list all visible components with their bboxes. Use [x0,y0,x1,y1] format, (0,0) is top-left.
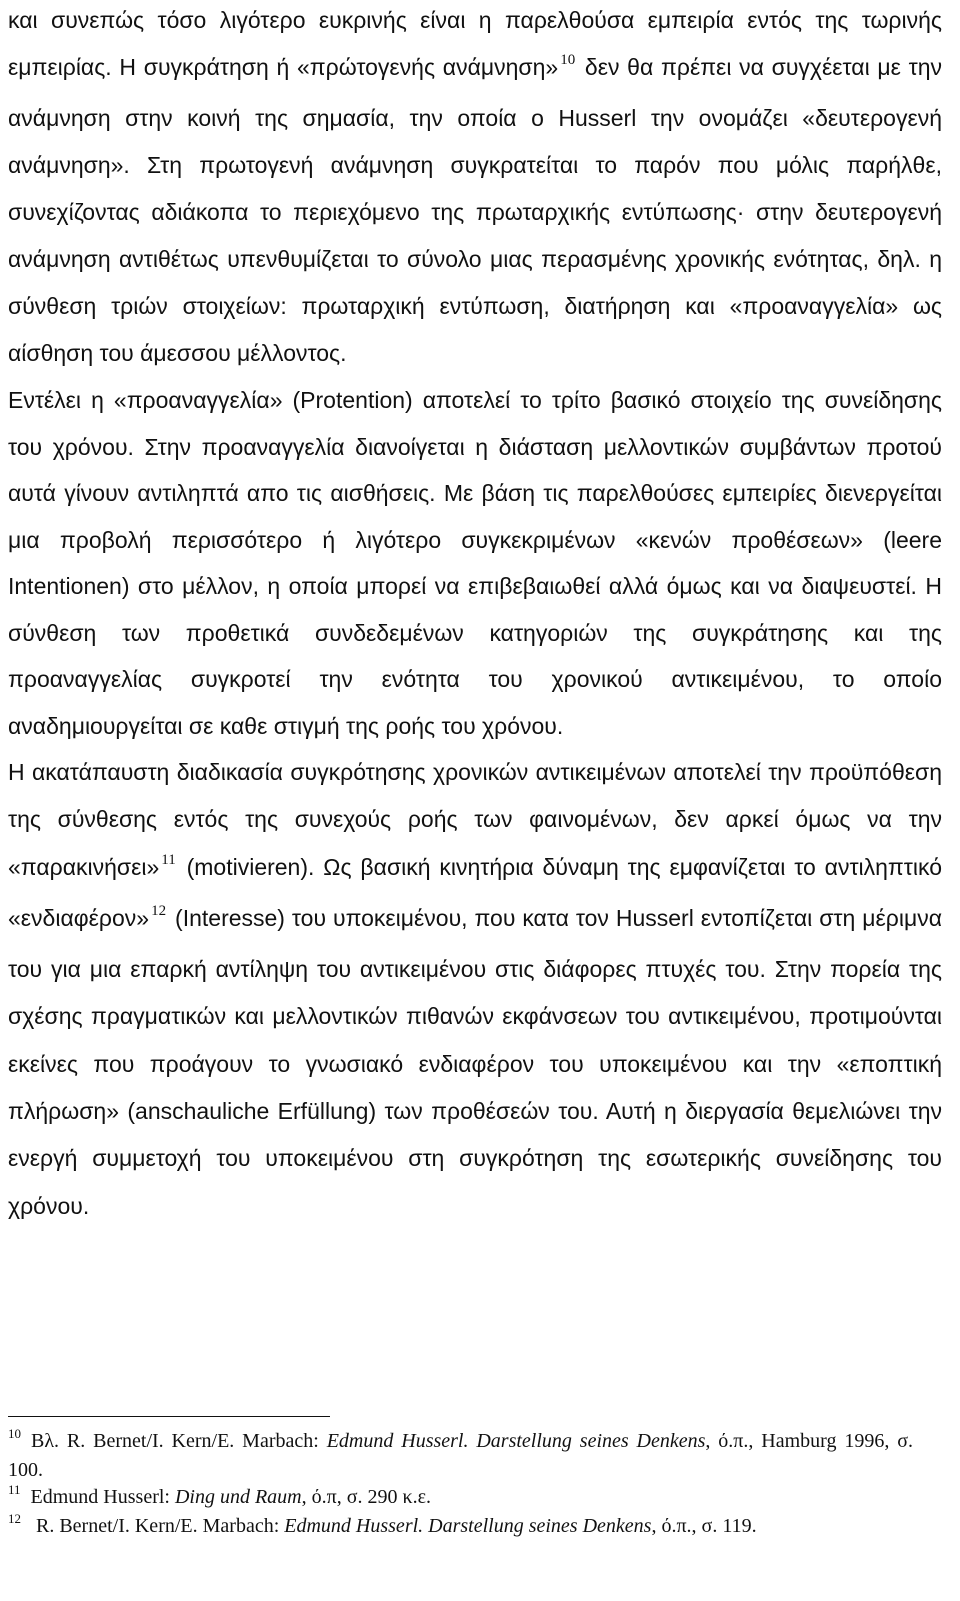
footnote-ref-11[interactable]: 11 [161,851,176,868]
footnote-text: , ό.π., σ. 119. [651,1514,757,1537]
footnote-title: Edmund Husserl. Darstellung seines Denkens [326,1430,706,1452]
paragraph-1-text-b: δεν θα πρέπει να συγχέεται με την ανάμνηση στην κοινή της σημασία, την οποία ο Husserl την ονομάζει «δευτερογενή ανάμνηση». Στη πρωτογενή ανάμνηση συγκρατείται το παρόν που μόλις παρήλθε, συνεχίζοντας αδιάκοπα το περιεχόμενο της πρωταρχικής εντύπωσης· στην δευτερογενή ανάμνηση αντιθέτως υπενθυμίζεται το σύνολο μιας περασμένης χρονικής ενότητας, δηλ. η σύνθεση τριών στοιχείων: πρωταρχική εντύπωση, διατήρηση και «προαναγγελία» ως αίσθηση του άμεσσου μέλλοντος. [8,54,942,366]
footnote-10 [8,1428,913,1484]
footnote-ref-10[interactable]: 10 [560,52,576,68]
footnote-number: 12 [8,1510,21,1526]
paragraph-3 [8,749,942,1230]
footnote-title: Ding und Raum [174,1486,302,1508]
document-page [8,0,943,1537]
footnote-number: 10 [8,1426,21,1441]
paragraph-3-text-a: Η ακατάπαυστη διαδικασία συγκρότησης χρονικών αντικειμένων αποτελεί την προϋπόθεση της σύνθεσης εντός της συνεχούς ροής των φαινομένων, δεν αρκεί όμως να την «παρακινήσει» [8,759,942,880]
paragraph-1 [8,0,942,377]
footnote-11 [8,1484,913,1513]
paragraph-3-text-c: (Interesse) του υποκειμένου, που κατα τον Husserl εντοπίζεται στη μέριμνα του για μια επαρκή αντίληψη του αντικειμένου στις διάφορες πτυχές του. Στην πορεία της σχέσης πραγματικών και μελλοντικών πιθανών εκφάνσεων του αντικειμένου, προτιμούνται εκείνες που προάγουν το γνωσιακό ενδιαφέρον του υποκειμένου και την «εποπτική πλήρωση» (anschauliche Erfüllung) των προθέσεών του. Αυτή η διεργασία θεμελιώνει την ενεργή συμμετοχή του υποκειμένου στη συγκρότηση της εσωτερικής συνείδησης του χρόνου. [8,904,942,1219]
footnote-number: 11 [8,1482,21,1497]
footnote-separator [8,1416,330,1417]
paragraph-2: Εντέλει η «προαναγγελία» (Protention) αποτελεί το τρίτο βασικό στοιχείο της συνείδησης του χρόνου. Στην προαναγγελία διανοίγεται η διάσταση μελλοντικών συμβάντων προτού αυτά γίνουν αντιληπτά απο τις αισθήσεις. Με βάση τις παρελθούσες εμπειρίες διενεργείται μια προβολή περισσότερο ή λιγότερο συγκεκριμένων «κενών προθέσεων» (leere Intentionen) στο μέλλον, η οποία μπορεί να επιβεβαιωθεί αλλά όμως και να διαψευστεί. Η σύνθεση των προθετικά συνδεδεμένων κατηγοριών της συγκράτησης και της προαναγγελίας συγκροτεί την ενότητα του χρονικού αντικειμένου, το οποίο αναδημιουργείται σε καθε στιγμή της ροής του χρόνου. [8,387,942,739]
footnote-title: Edmund Husserl. Darstellung seines Denkens [284,1514,652,1537]
footnote-ref-12[interactable]: 12 [151,902,167,919]
footnotes [8,1428,913,1541]
footnote-text: Edmund Husserl: [30,1486,175,1508]
footnote-text: Βλ. R. Bernet/I. Kern/E. Marbach: [31,1430,327,1452]
footnote-text: , ό.π., Hamburg 1996, σ. 100. [8,1430,913,1481]
paragraph-3-text-b: (motivieren). Ως βασική κινητήρια δύναμη της εμφανίζεται το αντιληπτικό «ενδιαφέρον» [8,853,943,931]
footnote-text: , ό.π, σ. 290 κ.ε. [301,1486,431,1508]
footnote-text: R. Bernet/I. Kern/E. Marbach: [31,1514,285,1537]
footnote-12 [8,1510,913,1542]
paragraph-1-text-a: και συνεπώς τόσο λιγότερο ευκρινής είναι η παρελθούσα εμπειρία εντός της τωρινής εμπειρίας. Η συγκράτηση ή «πρώτογενής ανάμνηση» [8,7,942,80]
